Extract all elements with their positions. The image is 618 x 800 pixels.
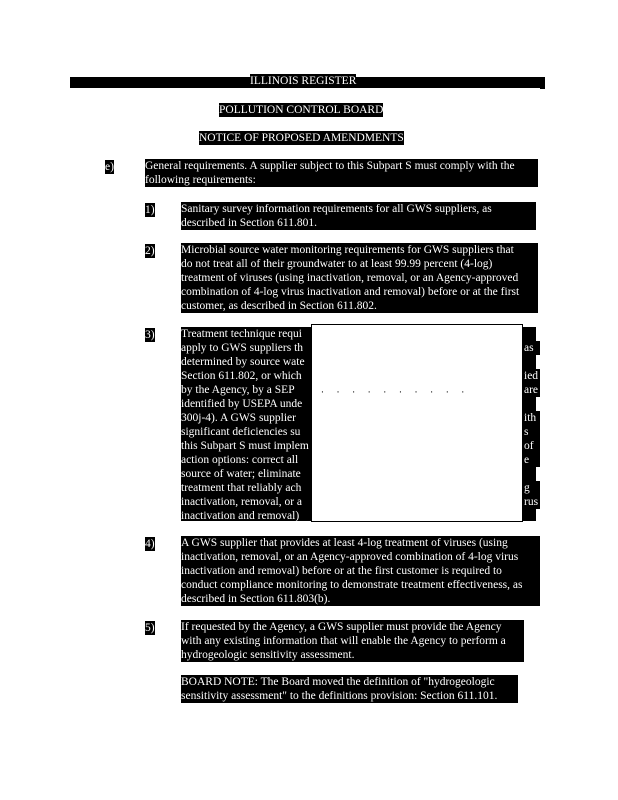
register-title: ILLINOIS REGISTER	[250, 75, 357, 87]
item-3-fragment: e	[524, 453, 540, 467]
item-2-text: Microbial source water monitoring requirements for GWS suppliers that do not treat all of their groundwater to at least 99.99 percent (4-log) treatment of viruses (using inactivation, removal, or an Agency-approved combination of 4-log virus inactivation and removal) before or at the first customer, as described in Section 611.802.	[181, 243, 538, 313]
board-title: POLLUTION CONTROL BOARD	[219, 104, 384, 116]
item-1-text: Sanitary survey information requirements for all GWS suppliers, as described in Section 611.801.	[181, 202, 536, 230]
notice-title: NOTICE OF PROPOSED AMENDMENTS	[199, 132, 404, 144]
item-3-fragment: g	[524, 481, 540, 495]
item-3-fragment: as	[524, 341, 540, 355]
item-2-marker: 2)	[145, 245, 155, 257]
item-3-text: Treatment technique requi apply to GWS suppliers th determined by source wate Section 611.802, or which by the Agency, by a SEP identified by USEPA unde 300j-4). A GWS supplier significant deficiencies su this Subpart S must implem action options: correct all source of water; eliminate treatment that reliably ach inactivation, removal, or a inactivation and removal)	[181, 327, 536, 521]
item-3-fragment: ied	[524, 370, 539, 382]
item-4-text: A GWS supplier that provides at least 4-log treatment of viruses (using inactivation, removal, or an Agency-approved combination of 4-log virus inactivation and removal) before or at the first customer is required to conduct compliance monitoring to demonstrate treatment effectiveness, as described in Section 611.803(b).	[181, 536, 540, 606]
item-3-fragment: s of	[524, 425, 540, 453]
section-e-text: General requirements. A supplier subject to this Subpart S must comply with the following requirements:	[145, 159, 538, 187]
header-rule-thin	[540, 88, 545, 89]
item-5-text: If requested by the Agency, a GWS supplier must provide the Agency with any existing information that will enable the Agency to perform a hydrogeologic sensitivity assessment.	[181, 620, 524, 662]
item-3-fragment: ith	[524, 411, 540, 425]
section-e-marker: e)	[105, 161, 114, 173]
item-4-marker: 4)	[145, 538, 155, 550]
scan-artifact: · · · · · · · · · ·	[320, 388, 469, 397]
item-1-marker: 1)	[145, 204, 155, 216]
redaction-box	[311, 324, 523, 522]
board-note: BOARD NOTE: The Board moved the definition of "hydrogeologic sensitivity assessment" to the definitions provision: Section 611.101.	[181, 675, 518, 703]
item-5-marker: 5)	[145, 622, 155, 634]
item-3-marker: 3)	[145, 329, 155, 341]
item-3-fragment: are	[524, 384, 539, 396]
item-3-fragment: rus	[524, 496, 539, 508]
